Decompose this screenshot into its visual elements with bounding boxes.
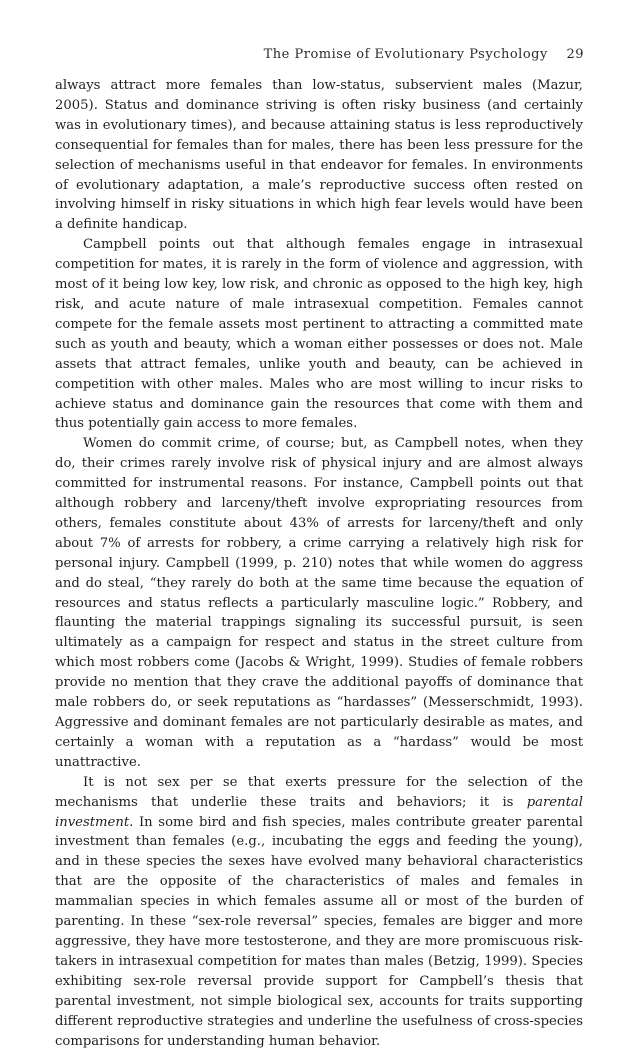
page-number: 29 — [566, 47, 584, 62]
running-head — [264, 47, 584, 62]
paragraph-2: Campbell points out that although females engage in intrasexual competition for mates, it is rarely in the form of violence and aggression, with most of it being low key, low risk, and chronic as opposed to the high key, high risk, and acute nature of male intrasexual competition. Females cannot compete for the female assets most pertinent to attracting a committed mate such as youth and beauty, which a woman either possesses or does not. Male assets that attract females, unlike youth and beauty, can be achieved in competition with other males. Males who are most willing to incur risks to achieve status and dominance gain the resources that come with them and thus potentially gain access to more females. — [55, 237, 583, 432]
paragraph-4-text-after: . In some bird and fish species, males contribute greater parental investment than females (e.g., incubating the eggs and feeding the young), and in these species the sexes have evolved many behavioral characteristics that are the opposite of the characteristics of males and females in mammalian species in which females assume all or most of the burden of parenting. In these “sex-role reversal” species, females are bigger and more aggressive, they have more testosterone, and they are more promiscuous risk-takers in intrasexual competition for mates than males (Betzig, 1999). Species exhibiting sex-role reversal provide support for Campbell’s thesis that parental investment, not simple biological sex, accounts for traits supporting different reproductive strategies and underline the usefulness of cross-species comparisons for understanding human behavior. — [55, 814, 583, 1049]
paragraph-1: always attract more females than low-status, subservient males (Mazur, 2005). Status and dominance striving is often risky business (and certainly was in evolutionary times), and because attaining status is less reproductively consequential for females than for males, there has been less pressure for the selection of mechanisms useful in that endeavor for females. In environments of evolutionary adaptation, a male’s reproductive success often rested on involving himself in risky situations in which high fear levels would have been a definite handicap. — [55, 78, 583, 233]
body-text — [55, 76, 583, 1051]
paragraph-4 — [55, 773, 583, 1051]
paragraph-3: Women do commit crime, of course; but, as Campbell notes, when they do, their crimes rarely involve risk of physical injury and are almost always committed for instrumental reasons. For instance, Campbell points out that although robbery and larceny/theft involve expropriating resources from others, females constitute about 43% of arrests for larceny/theft and only about 7% of arrests for robbery, a crime carrying a relatively high risk for personal injury. Campbell (1999, p. 210) notes that while women do aggress and do steal, “they rarely do both at the same time because the equation of resources and status reflects a particularly masculine logic.” Robbery, and flaunting the material trappings signaling its successful pursuit, is seen ultimately as a campaign for respect and status in the street culture from which most robbers come (Jacobs & Wright, 1999). Studies of female robbers provide no mention that they crave the additional payoffs of dominance that male robbers do, or seek reputations as “hardasses” (Messerschmidt, 1993). Aggressive and dominant females are not particularly desirable as mates, and certainly a woman with a reputation as a “hardass” would be most unattractive. — [55, 436, 583, 770]
running-head-title: The Promise of Evolutionary Psychology — [263, 47, 548, 62]
paragraph-4-text-before: It is not sex per se that exerts pressure for the selection of the mechanisms that underlie these traits and behaviors; it is — [55, 774, 583, 810]
paragraph-4-emphasis: parental investment — [55, 794, 583, 830]
